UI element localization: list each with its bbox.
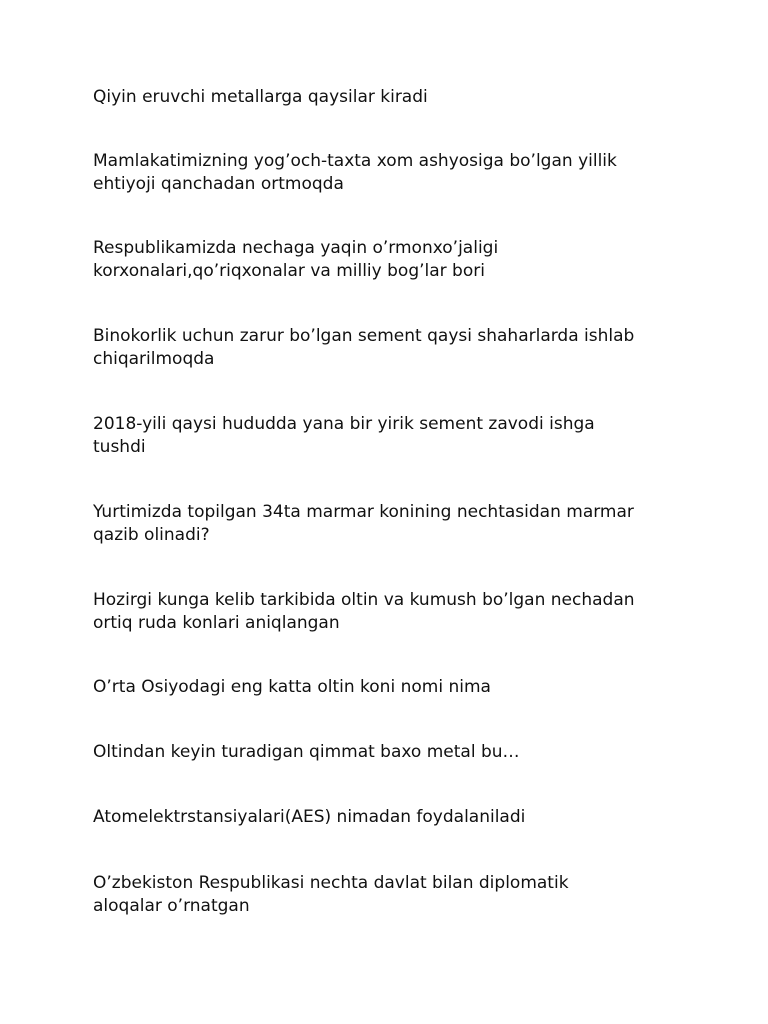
question-text: Qiyin eruvchi metallarga qaysilar kiradi <box>93 87 428 107</box>
question-text: Oltindan keyin turadigan qimmat baxo metal bu… <box>93 742 520 762</box>
question-text: Mamlakatimizning yog’och-taxta xom ashyosiga bo’lgan yillik ehtiyoji qanchadan ortmoqda <box>93 151 617 194</box>
question-text: Yurtimizda topilgan 34ta marmar konining nechtasidan marmar qazib olinadi? <box>93 502 634 545</box>
question-text: Hozirgi kunga kelib tarkibida oltin va kumush bo’lgan nechadan ortiq ruda konlari aniqlangan <box>93 590 635 633</box>
question-text: Binokorlik uchun zarur bo’lgan sement qaysi shaharlarda ishlab chiqarilmoqda <box>93 326 635 369</box>
question-text: O’zbekiston Respublikasi nechta davlat bilan diplomatik aloqalar o’rnatgan <box>93 873 569 916</box>
question-text: Atomelektrstansiyalari(AES) nimadan foydalaniladi <box>93 807 526 827</box>
question-text: O’rta Osiyodagi eng katta oltin koni nomi nima <box>93 677 491 697</box>
question-text: 2018-yili qaysi hududda yana bir yirik sement zavodi ishga tushdi <box>93 414 595 457</box>
question-text: Respublikamizda nechaga yaqin o’rmonxo’jaligi korxonalari,qo’riqxonalar va milliy bog’lar bori <box>93 238 499 281</box>
